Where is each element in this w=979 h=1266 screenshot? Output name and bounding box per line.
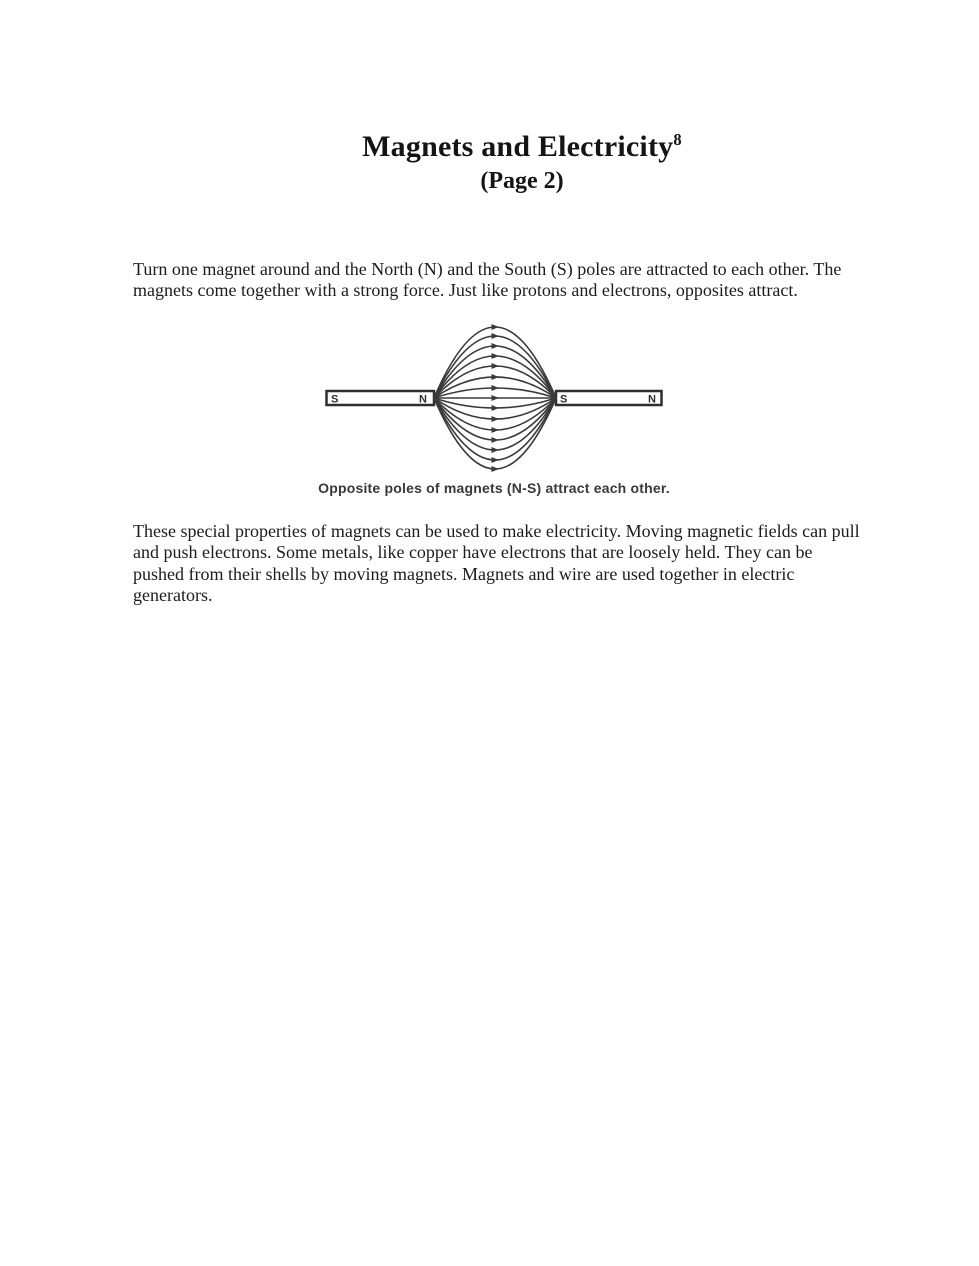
arrow-right-icon	[492, 466, 499, 472]
paragraph-1: Turn one magnet around and the North (N) and the South (S) poles are attracted to each other. The magnets come together with a strong force. Just like protons and electrons, opposites attract.	[133, 258, 842, 300]
footnote-superscript: 8	[673, 130, 682, 149]
field-line	[434, 346, 556, 398]
paragraph-2: These special properties of magnets can be used to make electricity. Moving magnetic fields can pull and push electrons. Some metals, like copper have electrons that are loosely held. They can be pushed from their shells by moving magnets. Magnets and wire are used together in electric generators.	[133, 520, 860, 605]
arrow-right-icon	[492, 416, 499, 422]
magnet-diagram-svg	[324, 323, 664, 475]
arrow-right-icon	[492, 324, 499, 330]
right-magnet-south-label: S	[560, 393, 568, 405]
page-subtitle: (Page 2)	[480, 167, 564, 194]
left-magnet-north-label: N	[419, 393, 427, 405]
arrow-right-icon	[492, 447, 499, 453]
arrow-right-icon	[492, 343, 499, 349]
right-magnet-bar	[556, 391, 662, 405]
arrow-right-icon	[492, 427, 499, 433]
page-title	[65, 130, 979, 165]
arrow-right-icon	[492, 457, 499, 463]
arrow-right-icon	[492, 437, 499, 443]
arrow-right-icon	[492, 395, 499, 401]
left-magnet-bar	[327, 391, 435, 405]
right-magnet-north-label: N	[648, 393, 656, 405]
field-line	[434, 398, 556, 450]
arrow-right-icon	[492, 385, 499, 391]
arrow-right-icon	[492, 405, 499, 411]
field-arrowheads	[492, 324, 499, 472]
document-header	[65, 0, 979, 195]
figure-caption: Opposite poles of magnets (N-S) attract each other.	[318, 479, 670, 496]
page-title-text: Magnets and Electricity	[362, 130, 674, 163]
arrow-right-icon	[492, 333, 499, 339]
left-magnet-south-label: S	[331, 393, 339, 405]
magnet-attraction-figure	[309, 323, 679, 496]
document-body	[133, 259, 866, 607]
arrow-right-icon	[492, 363, 499, 369]
arrow-right-icon	[492, 353, 499, 359]
arrow-right-icon	[492, 374, 499, 380]
